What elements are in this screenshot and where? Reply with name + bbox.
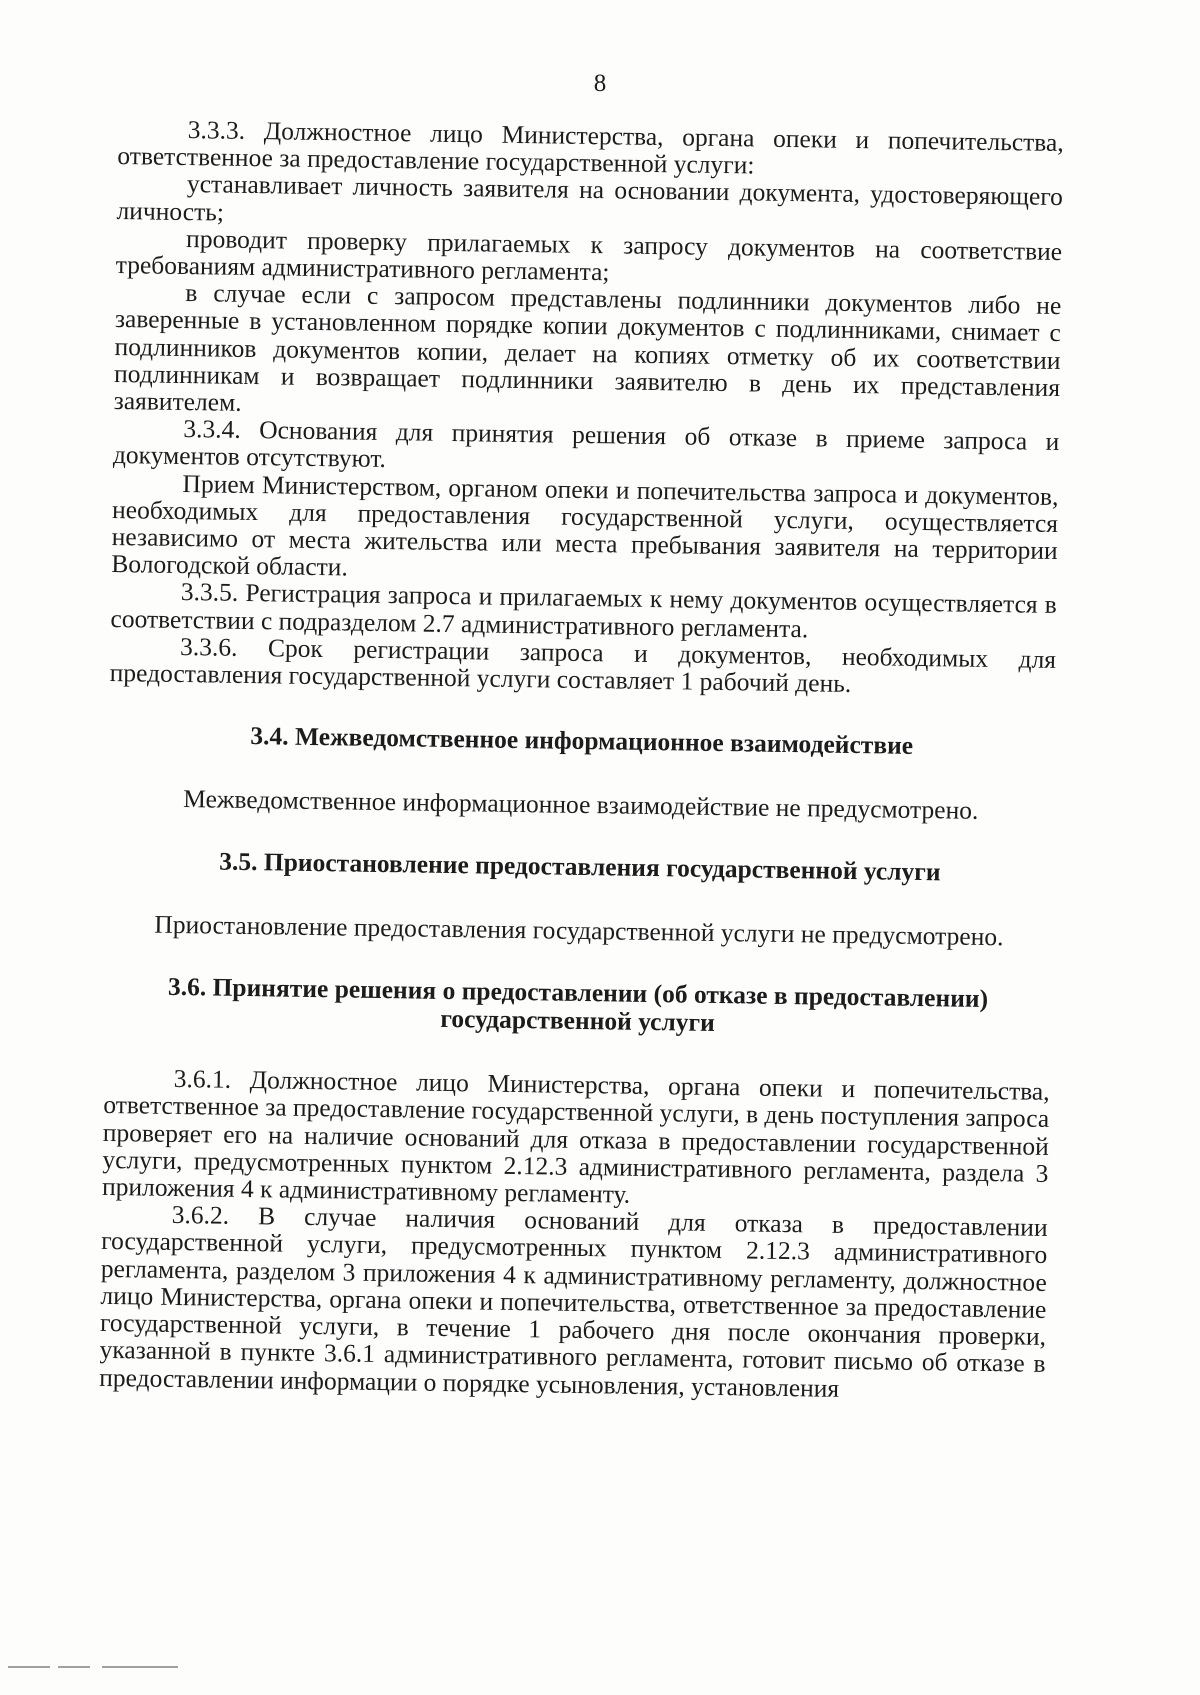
section-3-5-heading: 3.5. Приостановление предоставления государственной услуги xyxy=(219,846,941,887)
paragraph-3-3-4: 3.3.4. Основания для принятия решения об отказе в приеме запроса и документов отсутствуют. xyxy=(112,414,1060,474)
paragraph-documents-check: проводит проверку прилагаемых к запросу документов на соответствие требованиям административного регламента; xyxy=(115,223,1063,287)
paragraph-reception: Прием Министерством, органом опеки и попечительства запроса и документов, необходимых для предоставления государственной услуги, осуществляется независимо от места жительства или места пребывания заявителя на территории Вологодской области. xyxy=(111,468,1059,582)
document-body xyxy=(99,115,1064,1405)
paragraph-identity-check: устанавливает личность заявителя на основании документа, удостоверяющего личность; xyxy=(116,169,1064,227)
paragraph-3-3-3: 3.3.3. Должностное лицо Министерства, органа опеки и попечительства, ответственное за предоставление государственной услуги: xyxy=(117,115,1064,180)
page-number: 8 xyxy=(593,70,607,97)
section-3-4-text: Межведомственное информационное взаимодействие не предусмотрено. xyxy=(183,784,979,826)
scan-edge-mark xyxy=(8,1666,178,1668)
section-3-4-heading: 3.4. Межведомственное информационное взаимодействие xyxy=(250,721,914,761)
section-3-6-heading-line2: государственной услуги xyxy=(440,1004,716,1038)
paragraph-3-6-1: 3.6.1. Должностное лицо Министерства, органа опеки и попечительства, ответственное за предоставление государственной услуги, в день поступления запроса проверяет его на наличие оснований для отказа в предоставлении государственной услуги, предусмотренных пунктом 2.12.3 административного регламента, раздела 3 приложения 4 к административному регламенту. xyxy=(101,1064,1050,1209)
paragraph-3-3-5: 3.3.5. Регистрация запроса и прилагаемых к нему документов осуществляется в соответствии с подразделом 2.7 административного регламента. xyxy=(110,577,1058,643)
paragraph-3-3-6: 3.3.6. Срок регистрации запроса и документов, необходимых для предоставления государственной услуги составляет 1 рабочий день. xyxy=(109,631,1057,699)
section-3-6-heading-line1: 3.6. Принятие решения о предоставлении (об отказе в предоставлении) xyxy=(167,972,989,1014)
section-3-5-text: Приостановление предоставления государственной услуги не предусмотрено. xyxy=(154,909,1004,952)
paragraph-originals-copies: в случае если с запросом представлены подлинники документов либо не заверенные в установленном порядке копии документов с подлинниками, снимает с подлинников документов копии, делает на копиях отметку об их соответствии подлинникам и возвращает подлинники заявителю в день их представления заявителем. xyxy=(113,278,1062,417)
paragraph-3-6-2: 3.6.2. В случае наличия оснований для отказа в предоставлении государственной услуги, предусмотренных пунктом 2.12.3 административного регламента, разделом 3 приложения 4 к административному регламенту, должностное лицо Министерства, органа опеки и попечительства, ответственное за предоставление государственной услуги, в течение 1 рабочего дня после окончания проверки, указанной в пункте 3.6.1 административного регламента, готовит письмо об отказе в предоставлении информации о порядке усыновления, установления xyxy=(99,1200,1048,1403)
